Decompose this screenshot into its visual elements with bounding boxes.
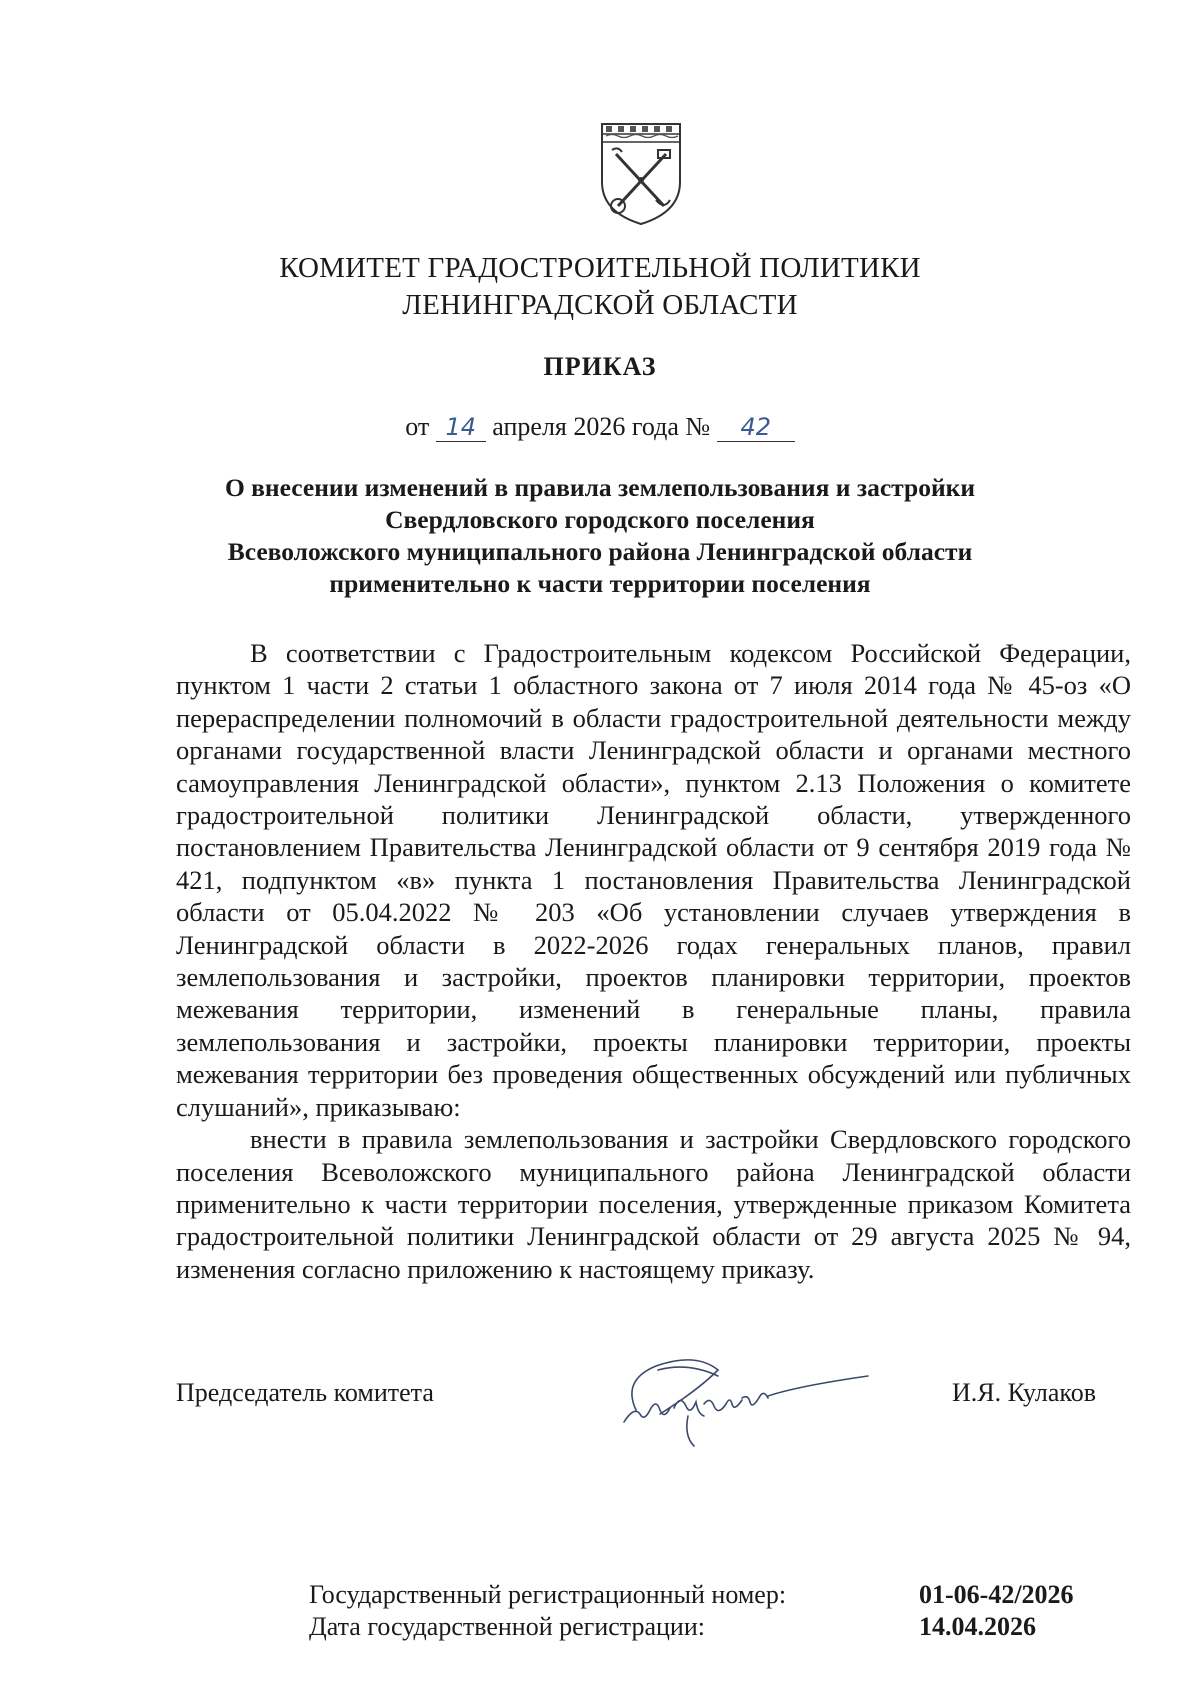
handwritten-day: 14 [436, 413, 486, 442]
order-subject [180, 472, 1020, 600]
document-type-title: ПРИКАЗ [543, 352, 657, 381]
body-paragraph-preamble: В соответствии с Градостроительным кодексом Российской Федерации, пунктом 1 части 2 статьи 1 областного закона от 7 июля 2014 года № 45-оз «О перераспределении полномочий в области градостроительной деятельности между органами государственной власти Ленинградской области и органами местного самоуправления Ленинградской области», пунктом 2.13 Положения о комитете градостроительной политики Ленинградской области, утвержденного постановлением Правительства Ленинградской области от 9 сентября 2019 года № 421, подпунктом «в» пункта 1 постановления Правительства Ленинградской области от 05.04.2022 № 203 «Об установлении случаев утверждения в Ленинградской области в 2022-2026 годах генеральных планов, правил землепользования и застройки, проектов планировки территории, проектов межевания территории, изменений в генеральные планы, правила землепользования и застройки, проекты планировки территории, проекты межевания территории без проведения общественных обсуждений или публичных слушаний», приказываю: [176, 638, 1131, 1122]
registration-number-row [309, 1580, 1089, 1610]
registration-date-label: Дата государственной регистрации: [309, 1612, 705, 1641]
committee-line-2: ЛЕНИНГРАДСКОЙ ОБЛАСТИ [402, 289, 798, 321]
signatory-name: И.Я. Кулаков [952, 1378, 1096, 1407]
subject-line-2: Свердловского городского поселения [385, 505, 815, 534]
registration-date-row [309, 1612, 1089, 1642]
body-paragraph-resolution: внести в правила землепользования и застройки Свердловского городского поселения Всеволожского муниципального района Ленинградской области применительно к части территории поселения, утвержденные приказом Комитета градостроительной политики Ленинградской области от 29 августа 2025 № 94, изменения согласно приложению к настоящему приказу. [176, 1124, 1131, 1284]
signatory-role: Председатель комитета [176, 1378, 434, 1407]
coat-of-arms-emblem [598, 120, 684, 226]
registration-date-value: 14.04.2026 [919, 1612, 1036, 1641]
date-prefix: от [405, 412, 430, 441]
registration-number-value: 01-06-42/2026 [919, 1580, 1074, 1609]
order-body [176, 637, 1131, 1285]
subject-line-1: О внесении изменений в правила землепользования и застройки [224, 473, 976, 502]
handwritten-signature [618, 1340, 874, 1450]
subject-line-4: применительно к части территории поселения [329, 569, 871, 598]
handwritten-order-number: 42 [717, 413, 795, 442]
order-date-line [0, 412, 1200, 442]
committee-name [0, 250, 1200, 324]
date-month-year: апреля 2026 года № [492, 412, 711, 441]
registration-number-label: Государственный регистрационный номер: [309, 1580, 787, 1609]
committee-line-1: КОМИТЕТ ГРАДОСТРОИТЕЛЬНОЙ ПОЛИТИКИ [279, 252, 921, 284]
subject-line-3: Всеволожского муниципального района Ленинградской области [227, 537, 973, 566]
